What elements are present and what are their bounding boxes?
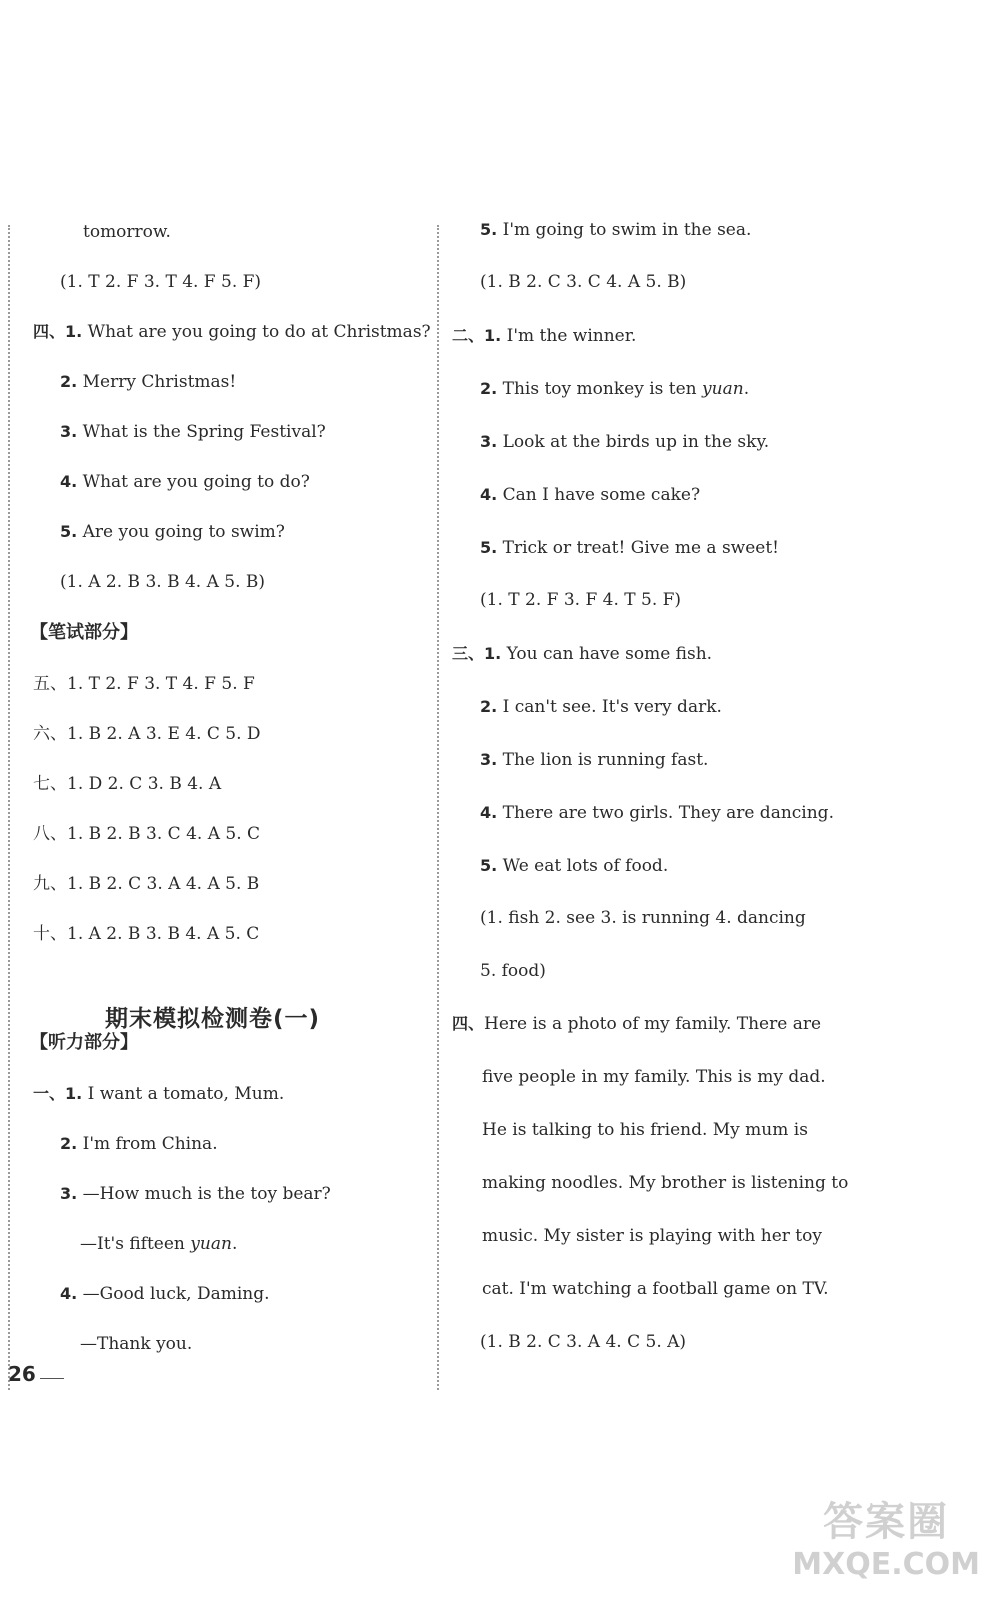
section-number: 四、 xyxy=(452,1014,485,1033)
section-4-item-3 xyxy=(60,421,326,443)
item-number: 4. xyxy=(480,485,498,504)
section-1-item-3 xyxy=(60,1183,331,1205)
section-4-item-1 xyxy=(33,321,431,343)
exam-title: 期末模拟检测卷(一) xyxy=(105,1006,321,1032)
page-number: 26 xyxy=(8,1362,36,1386)
item-text: I'm from China. xyxy=(82,1134,218,1154)
section-9-answers: 九、1. B 2. C 3. A 4. A 5. B xyxy=(33,874,260,894)
section-3-answers-line-1: (1. fish 2. see 3. is running 4. dancing xyxy=(480,908,806,928)
section-10-answers: 十、1. A 2. B 3. B 4. A 5. C xyxy=(33,924,260,944)
section-4-passage-line-4: making noodles. My brother is listening to xyxy=(482,1173,849,1193)
section-7-answers: 七、1. D 2. C 3. B 4. A xyxy=(33,774,222,794)
section-2-answers: (1. T 2. F 3. F 4. T 5. F) xyxy=(480,590,682,610)
item-number: 一、1. xyxy=(33,1084,83,1103)
item-text: I'm the winner. xyxy=(506,326,637,346)
watermark-cn: 答案圈 xyxy=(823,1499,950,1545)
section-5-answers: 五、1. T 2. F 3. T 4. F 5. F xyxy=(33,674,255,694)
section-4-passage-line-5: music. My sister is playing with her toy xyxy=(482,1226,822,1246)
item-text: Trick or treat! Give me a sweet! xyxy=(502,538,780,558)
section-1-item-4 xyxy=(60,1283,270,1305)
left-margin-divider xyxy=(8,225,10,1390)
item-text: This toy monkey is ten xyxy=(502,379,703,399)
section-2-item-4 xyxy=(480,484,700,506)
item-number: 5. xyxy=(480,856,498,875)
item-text: There are two girls. They are dancing. xyxy=(502,803,834,823)
section-4-item-5 xyxy=(60,521,285,543)
section-3-answers-line-2: 5. food) xyxy=(480,961,546,981)
item-text: —How much is the toy bear? xyxy=(82,1184,331,1204)
section-8-answers: 八、1. B 2. B 3. C 4. A 5. C xyxy=(33,824,261,844)
column-divider xyxy=(437,225,439,1390)
item-number: 3. xyxy=(60,1184,78,1203)
section-4-passage-line-1 xyxy=(452,1013,821,1035)
item-text: What are you going to do at Christmas? xyxy=(87,322,431,342)
item-number: 三、1. xyxy=(452,644,502,663)
item-text: Look at the birds up in the sky. xyxy=(502,432,770,452)
item-text: Can I have some cake? xyxy=(502,485,701,505)
item-number: 4. xyxy=(60,472,78,491)
item-number: 2. xyxy=(480,379,498,398)
section-3-item-1 xyxy=(452,643,712,665)
section-1-item-4-reply: —Thank you. xyxy=(80,1334,193,1354)
item-text: —Good luck, Daming. xyxy=(82,1284,270,1304)
section-1-item-1 xyxy=(33,1083,284,1105)
item-number: 2. xyxy=(60,372,78,391)
reply-italic: yuan xyxy=(190,1234,232,1254)
watermark-en: MXQE.COM xyxy=(792,1547,980,1582)
section-1-item-2 xyxy=(60,1133,218,1155)
left-answer-key-3: (1. T 2. F 3. T 4. F 5. F) xyxy=(60,272,262,292)
item-italic: yuan xyxy=(702,379,744,399)
right-item-5 xyxy=(480,219,751,241)
item-number: 3. xyxy=(60,422,78,441)
item-text: Merry Christmas! xyxy=(82,372,237,392)
item-text: Are you going to swim? xyxy=(82,522,285,542)
item-number: 3. xyxy=(480,432,498,451)
section-6-answers: 六、1. B 2. A 3. E 4. C 5. D xyxy=(33,724,261,744)
section-4-passage-line-3: He is talking to his friend. My mum is xyxy=(482,1120,808,1140)
reply-punct: . xyxy=(231,1234,238,1254)
section-3-item-3 xyxy=(480,749,708,771)
section-4-item-4 xyxy=(60,471,310,493)
item-number: 5. xyxy=(480,220,498,239)
section-3-item-4 xyxy=(480,802,834,824)
written-section-heading: 【笔试部分】 xyxy=(30,622,138,643)
item-text: You can have some fish. xyxy=(506,644,713,664)
section-4-passage-line-2: five people in my family. This is my dad. xyxy=(482,1067,826,1087)
listening-section-heading: 【听力部分】 xyxy=(30,1032,138,1053)
section-4-passage-line-6: cat. I'm watching a football game on TV. xyxy=(482,1279,829,1299)
passage-text: Here is a photo of my family. There are xyxy=(484,1014,822,1034)
item-text: I can't see. It's very dark. xyxy=(502,697,722,717)
section-3-item-2 xyxy=(480,696,722,718)
item-number: 二、1. xyxy=(452,326,502,345)
item-text: I'm going to swim in the sea. xyxy=(502,220,752,240)
page-number-rule xyxy=(40,1378,64,1379)
item-number: 2. xyxy=(480,697,498,716)
item-number: 2. xyxy=(60,1134,78,1153)
item-number: 5. xyxy=(480,538,498,557)
section-2-item-1 xyxy=(452,325,636,347)
section-4-item-2 xyxy=(60,371,236,393)
item-text: What is the Spring Festival? xyxy=(82,422,326,442)
watermark-logo xyxy=(792,1490,980,1582)
section-2-item-2 xyxy=(480,378,749,400)
item-number: 四、1. xyxy=(33,322,83,341)
item-text: What are you going to do? xyxy=(82,472,310,492)
item-punct: . xyxy=(743,379,750,399)
item-number: 3. xyxy=(480,750,498,769)
item-number: 4. xyxy=(60,1284,78,1303)
item-text: We eat lots of food. xyxy=(502,856,669,876)
left-line-tomorrow: tomorrow. xyxy=(83,222,171,242)
section-2-item-5 xyxy=(480,537,779,559)
right-answer-key-1: (1. B 2. C 3. C 4. A 5. B) xyxy=(480,272,687,292)
section-4-passage-answers: (1. B 2. C 3. A 4. C 5. A) xyxy=(480,1332,687,1352)
section-2-item-3 xyxy=(480,431,769,453)
item-number: 5. xyxy=(60,522,78,541)
section-1-item-3-reply xyxy=(80,1233,237,1255)
item-text: I want a tomato, Mum. xyxy=(87,1084,285,1104)
reply-text: —It's fifteen xyxy=(80,1234,191,1254)
item-text: The lion is running fast. xyxy=(502,750,709,770)
item-number: 4. xyxy=(480,803,498,822)
section-4-answers: (1. A 2. B 3. B 4. A 5. B) xyxy=(60,572,266,592)
section-3-item-5 xyxy=(480,855,668,877)
